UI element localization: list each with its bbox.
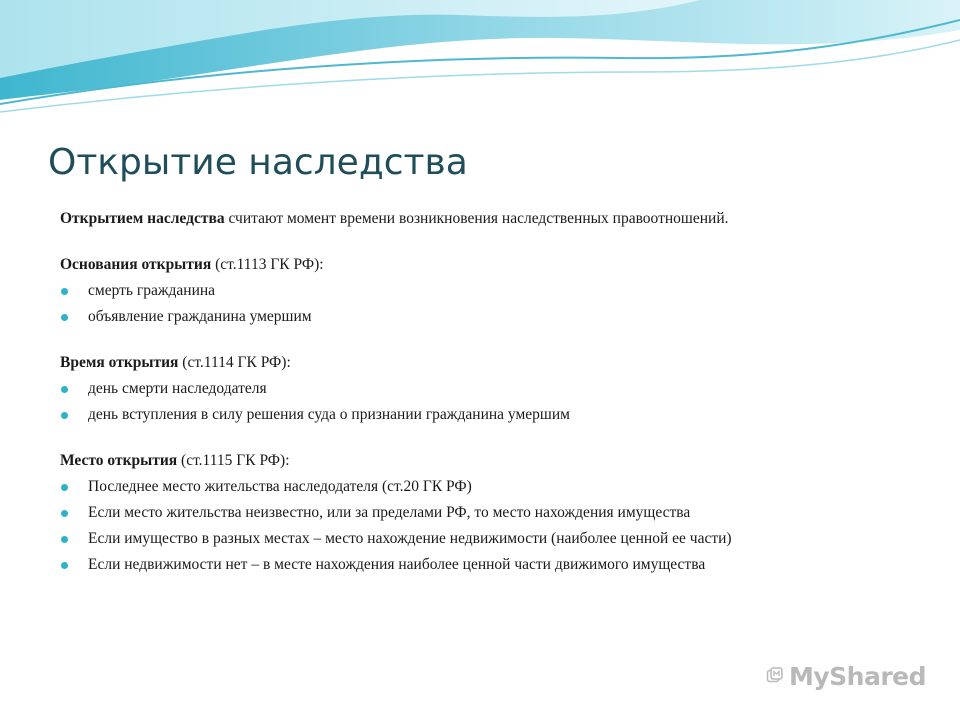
slide-body (60, 208, 890, 580)
list-item (60, 554, 890, 576)
section-heading (60, 254, 890, 276)
list-item-text: Последнее место жительства наследодателя (ст.20 ГК РФ) (88, 478, 472, 495)
list-item (60, 528, 890, 550)
section-heading-bold: Основания открытия (60, 256, 212, 273)
list-item (60, 306, 890, 328)
list-item (60, 476, 890, 498)
section-place (60, 450, 890, 576)
list-item (60, 378, 890, 400)
bullet-dot-icon (61, 412, 68, 419)
list-item-text: объявление гражданина умершим (88, 308, 312, 325)
bullet-list (60, 378, 890, 426)
section-heading-bold: Время открытия (60, 354, 179, 371)
bullet-dot-icon (61, 484, 68, 491)
header-wave-decoration (0, 0, 960, 130)
section-heading-ref: (ст.1113 ГК РФ): (211, 256, 324, 273)
section-grounds (60, 254, 890, 328)
myshared-logo-icon (766, 659, 783, 693)
list-item-text: день смерти наследодателя (88, 380, 267, 397)
list-item-text: день вступления в силу решения суда о признании гражданина умершим (88, 406, 570, 423)
bullet-dot-icon (61, 562, 68, 569)
definition-term: Открытием наследства (60, 210, 225, 227)
section-heading (60, 352, 890, 374)
section-heading-bold: Место открытия (60, 452, 178, 469)
bullet-dot-icon (61, 288, 68, 295)
list-item-text: Если имущество в разных местах – место нахождение недвижимости (наиболее ценной ее части) (88, 530, 732, 547)
section-time (60, 352, 890, 426)
section-heading-ref: (ст.1115 ГК РФ): (177, 452, 290, 469)
list-item-text: Если место жительства неизвестно, или за пределами РФ, то место нахождения имущества (88, 504, 691, 521)
bullet-list (60, 280, 890, 328)
bullet-dot-icon (61, 510, 68, 517)
list-item (60, 280, 890, 302)
list-item (60, 502, 890, 524)
definition-paragraph (60, 208, 890, 230)
section-heading-ref: (ст.1114 ГК РФ): (178, 354, 291, 371)
slide-title: Открытие наследства (48, 142, 468, 183)
bullet-dot-icon (61, 314, 68, 321)
bullet-dot-icon (61, 386, 68, 393)
bullet-list (60, 476, 890, 576)
bullet-dot-icon (61, 536, 68, 543)
list-item-text: смерть гражданина (88, 282, 216, 299)
definition-text: считают момент времени возникновения наследственных правоотношений. (224, 210, 729, 227)
list-item (60, 404, 890, 426)
section-heading (60, 450, 890, 472)
watermark-text: MyShared (788, 661, 926, 691)
list-item-text: Если недвижимости нет – в месте нахождения наиболее ценной части движимого имущества (88, 556, 706, 573)
watermark-logo (766, 656, 926, 696)
